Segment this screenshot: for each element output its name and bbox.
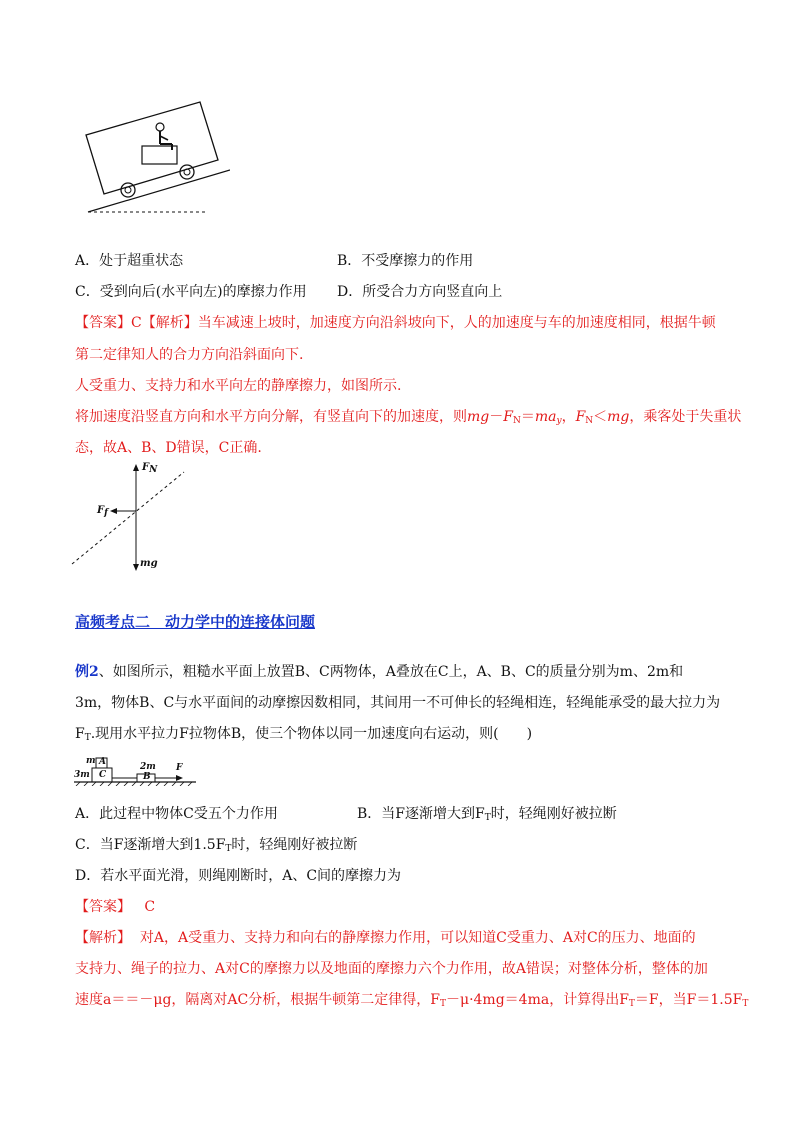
solution-sub: T — [628, 999, 635, 1009]
analysis-tag: 【解析】 — [75, 930, 131, 946]
blocks-figure — [74, 756, 199, 786]
q2-solution-line2: 支持力、绳子的拉力、A对C的摩擦力以及地面的摩擦力六个力作用，故A错误；对整体分析，整体的加 — [75, 961, 708, 977]
incline-car-figure — [80, 100, 230, 220]
fn-label: $F_N$ — [142, 462, 158, 475]
q2-option-b — [357, 804, 617, 828]
option-b: B．不受摩擦力的作用 — [337, 253, 474, 269]
q2-sub: T — [84, 733, 91, 743]
analysis-tag: 【解析】 — [141, 315, 198, 331]
solution-sub: T — [439, 999, 446, 1009]
force-diagram — [70, 462, 200, 577]
option-d: D．所受合力方向竖直向上 — [337, 284, 503, 300]
q2-line2: 3m，物体B、C与水平面间的动摩擦因数相同，其间用一不可伸长的轻绳相连，轻绳能承受的最大拉力为 — [75, 695, 721, 711]
block-a-label: A — [99, 757, 106, 767]
solution-text: ，乘客处于失重状 — [629, 409, 742, 425]
option-text: C．当F逐渐增大到1.5F — [75, 837, 226, 853]
answer-tag: 【答案】 — [75, 899, 131, 915]
mass-2m-label: 2m — [140, 762, 156, 772]
equation: $mg-F_N=ma_y$，$F_N<mg$ — [467, 409, 630, 426]
q2-answer — [75, 897, 155, 917]
q2-option-d: D．若水平面光滑，则绳刚断时，A、C间的摩擦力为 — [75, 868, 402, 884]
solution-sub: T — [742, 999, 749, 1009]
solution-text: ＝F，当F＝1.5F — [634, 992, 743, 1008]
solution-text: 将加速度沿竖直方向和水平方向分解，有竖直向下的加速度，则 — [75, 409, 467, 425]
answer-tag: 【答案】 — [75, 315, 131, 331]
force-f-label: F — [176, 763, 183, 773]
section-title: 高频考点二 动力学中的连接体问题 — [75, 613, 316, 631]
q2-text: F — [75, 726, 85, 742]
option-sub: T — [484, 813, 491, 823]
q1-solution-line5: 态，故A、B、D错误，C正确. — [75, 440, 262, 456]
option-text: B．当F逐渐增大到F — [357, 806, 485, 822]
q2-option-c — [75, 835, 357, 859]
q2-solution-line1 — [75, 928, 696, 948]
example-label: 例2 — [75, 664, 99, 680]
q2-line1 — [75, 662, 683, 682]
solution-text: 对A，A受重力、支持力和向右的静摩擦力作用，可以知道C受重力、A对C的压力、地面的 — [139, 930, 696, 946]
q1-solution-line3: 人受重力、支持力和水平向左的静摩擦力，如图所示. — [75, 378, 402, 394]
q2-option-a: A．此过程中物体C受五个力作用 — [75, 806, 278, 822]
option-a: A．处于超重状态 — [75, 253, 184, 269]
solution-text: 速度a＝＝－μg，隔离对AC分析，根据牛顿第二定律得，F — [75, 992, 440, 1008]
q2-line3 — [75, 724, 532, 748]
ff-label: $F_f$ — [97, 505, 108, 518]
answer-letter: C — [144, 899, 156, 915]
block-b-label: B — [143, 772, 151, 782]
mass-3m-label: 3m — [74, 770, 90, 780]
option-c: C．受到向后(水平向左)的摩擦力作用 — [75, 284, 307, 300]
q2-solution-line3 — [75, 990, 748, 1014]
option-text: 时，轻绳刚好被拉断 — [231, 837, 358, 853]
solution-text: －μ·4mg＝4ma，计算得出F — [445, 992, 629, 1008]
q2-text: 、如图所示，粗糙水平面上放置B、C两物体，A叠放在C上，A、B、C的质量分别为m、2m和 — [98, 664, 684, 680]
q1-solution-line2: 第二定律知人的合力方向沿斜面向下. — [75, 347, 304, 363]
solution-text: 当车减速上坡时，加速度方向沿斜坡向下，人的加速度与车的加速度相同，根据牛顿 — [197, 315, 716, 331]
block-c-label: C — [99, 770, 107, 780]
q1-solution-line1 — [75, 313, 716, 333]
q2-text: .现用水平拉力F拉物体B，使三个物体以同一加速度向右运动，则( ) — [90, 726, 533, 742]
mass-m-label: m — [86, 756, 96, 766]
option-sub: T — [225, 844, 232, 854]
answer-letter: C — [131, 315, 142, 331]
q1-solution-line4 — [75, 407, 741, 431]
option-text: 时，轻绳刚好被拉断 — [490, 806, 617, 822]
mg-label: mg — [140, 558, 158, 569]
